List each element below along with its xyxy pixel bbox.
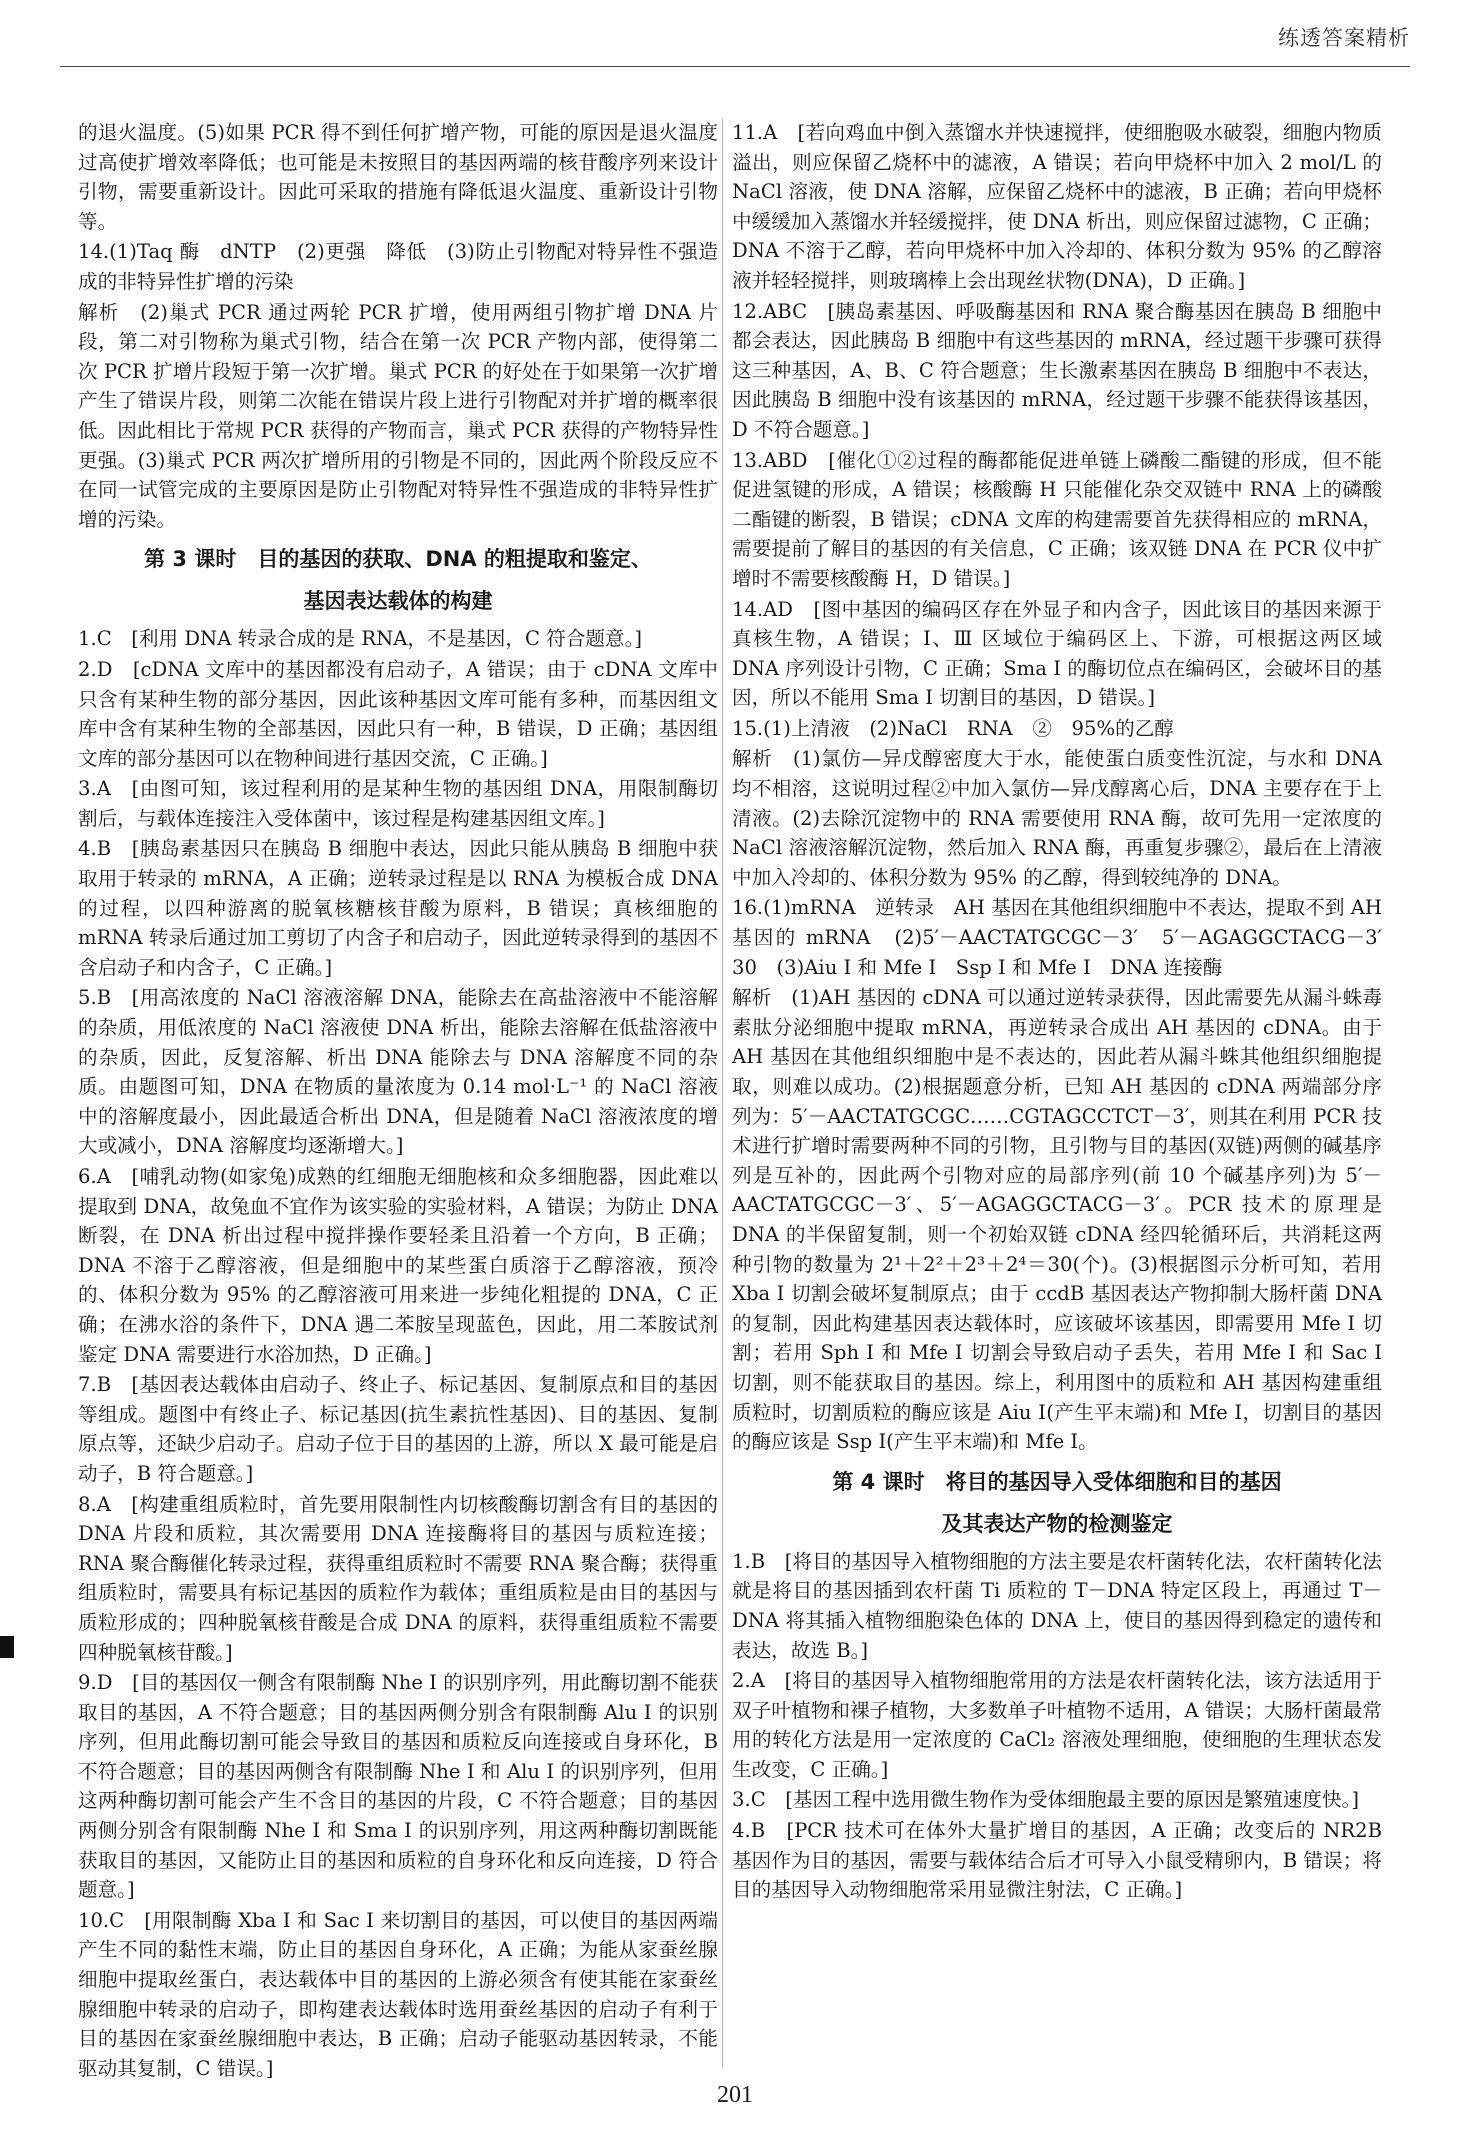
answer-paragraph: 11.A [若向鸡血中倒入蒸馏水并快速搅拌，使细胞吸水破裂，细胞内物质溢出，则应保留乙烧杯中的滤液，A 错误；若向甲烧杯中加入 2 mol/L 的 NaCl 溶液，使 DNA 溶解，应保留乙烧杯中的滤液，B 正确；若向甲烧杯中缓缓加入蒸馏水并轻缓搅拌，使 DNA 析出，则应保留过滤物，C 正确；DNA 不溶于乙醇，若向甲烧杯中加入冷却的、体积分数为 95% 的乙醇溶液并轻轻搅拌，则玻璃棒上会出现丝状物(DNA)，D 正确。] xyxy=(732,121,1382,292)
answer-paragraph: 7.B [基因表达载体由启动子、终止子、标记基因、复制原点和目的基因等组成。题图中有终止子、标记基因(抗生素抗性基因)、目的基因、复制原点等，还缺少启动子。启动子位于目的基因的上游，所以 X 最可能是启动子，B 符合题意。] xyxy=(78,1373,718,1485)
answer-paragraph: 10.C [用限制酶 Xba Ⅰ 和 Sac Ⅰ 来切割目的基因，可以使目的基因两端产生不同的黏性末端，防止目的基因自身环化，A 正确；为能从家蚕丝腺细胞中提取丝蛋白，表达载体中目的基因的上游必须含有使其能在家蚕丝腺细胞中转录的启动子，即构建表达载体时选用蚕丝基因的启动子有利于目的基因在家蚕丝腺细胞中表达，B 正确；启动子能驱动基因转录，不能驱动其复制，C 错误。] xyxy=(78,1908,718,2080)
answer-paragraph: 2.A [将目的基因导入植物细胞常用的方法是农杆菌转化法，该方法适用于双子叶植物和裸子植物，大多数单子叶植物不适用，A 错误；大肠杆菌最常用的转化方法是用一定浓度的 CaCl₂ 溶液处理细胞，使细胞的生理状态发生改变，C 正确。] xyxy=(732,1669,1382,1781)
answer-paragraph: 解析 (1)AH 基因的 cDNA 可以通过逆转录获得，因此需要先从漏斗蛛毒素肽分泌细胞中提取 mRNA，再逆转录合成出 AH 基因的 cDNA。由于 AH 基因在其他组织细胞中是不表达的，因此若从漏斗蛛其他组织细胞提取，则难以成功。(2)根据题意分析，已知 AH 基因的 cDNA 两端部分序列为：5′－AACTATGCGC……CGTAGCCTCT－3′，则其在利用 PCR 技术进行扩增时需要两种不同的引物，且引物与目的基因(双链)两侧的碱基序列是互补的，因此两个引物对应的局部序列(前 10 个碱基序列)为 5′－AACTATGCGC－3′、5′－AGAGGCTACG－3′。PCR 技术的原理是 DNA 的半保留复制，则一个初始双链 cDNA 经四轮循环后，共消耗这两种引物的数量为 2¹＋2²＋2³＋2⁴＝30(个)。(3)根据图示分析可知，若用 Xba Ⅰ 切割会破坏复制原点；由于 ccdB 基因表达产物抑制大肠杆菌 DNA 的复制，因此构建基因表达载体时，应该破坏该基因，即需要用 Mfe Ⅰ 切割；若用 Sph Ⅰ 和 Mfe Ⅰ 切割会导致启动子丢失，若用 Mfe Ⅰ 和 Sac Ⅰ 切割，则不能获取目的基因。综上，利用图中的质粒和 AH 基因构建重组质粒时，切割质粒的酶应该是 Aiu Ⅰ(产生平末端)和 Mfe Ⅰ，切割目的基因的酶应该是 Ssp Ⅰ(产生平末端)和 Mfe Ⅰ。 xyxy=(732,986,1382,1454)
answer-paragraph: 3.A [由图可知，该过程利用的是某种生物的基因组 DNA，用限制酶切割后，与载体连接注入受体菌中，该过程是构建基因组文库。] xyxy=(78,777,718,830)
answer-paragraph: 4.B [PCR 技术可在体外大量扩增目的基因，A 正确；改变后的 NR2B 基因作为目的基因，需要与载体结合后才可导入小鼠受精卵内，B 错误；将目的基因导入动物细胞常采用显微注射法，C 正确。] xyxy=(732,1819,1382,1902)
answer-paragraph: 5.B [用高浓度的 NaCl 溶液溶解 DNA，能除去在高盐溶液中不能溶解的杂质，用低浓度的 NaCl 溶液使 DNA 析出，能除去溶解在低盐溶液中的杂质，因此，反复溶解、析出 DNA 能除去与 DNA 溶解度不同的杂质。由题图可知，DNA 在物质的量浓度为 0.14 mol·L⁻¹ 的 NaCl 溶液中的溶解度最小，因此最适合析出 DNA，但是随着 NaCl 溶液浓度的增大或减小，DNA 溶解度均逐渐增大。] xyxy=(78,986,718,1158)
column-divider xyxy=(722,118,723,2068)
answer-paragraph: 9.D [目的基因仅一侧含有限制酶 Nhe Ⅰ 的识别序列，用此酶切割不能获取目的基因，A 不符合题意；目的基因两侧分别含有限制酶 Alu Ⅰ 的识别序列，但用此酶切割可能会导致目的基因和质粒反向连接或自身环化，B 不符合题意；目的基因两侧含有限制酶 Nhe Ⅰ 和 Alu Ⅰ 的识别序列，但用这两种酶切割可能会产生不含目的基因的片段，C 不符合题意；目的基因两侧分别含有限制酶 Nhe Ⅰ 和 Sma Ⅰ 的识别序列，用这两种酶切割既能获取目的基因，又能防止目的基因和质粒的自身环化和反向连接，D 符合题意。] xyxy=(78,1671,718,1902)
header-rule xyxy=(60,66,1410,67)
section-heading: 基因表达载体的构建 xyxy=(303,589,493,614)
answer-paragraph: 4.B [胰岛素基因只在胰岛 B 细胞中表达，因此只能从胰岛 B 细胞中获取用于转录的 mRNA，A 正确；逆转录过程是以 RNA 为模板合成 DNA 的过程，以四种游离的脱氧核糖核苷酸为原料，B 错误；真核细胞的 mRNA 转录后通过加工剪切了内含子和启动子，因此逆转录得到的基因不含启动子和内含子，C 正确。] xyxy=(78,837,718,979)
answer-paragraph: 的退火温度。(5)如果 PCR 得不到任何扩增产物，可能的原因是退火温度过高使扩增效率降低；也可能是未按照目的基因两端的核苷酸序列来设计引物，需要重新设计。因此可采取的措施有降低退火温度、重新设计引物等。 xyxy=(78,121,718,233)
answer-paragraph: 1.B [将目的基因导入植物细胞的方法主要是农杆菌转化法，农杆菌转化法就是将目的基因插到农杆菌 Ti 质粒的 T－DNA 特定区段上，再通过 T－DNA 将其插入植物细胞染色体的 DNA 上，使目的基因得到稳定的遗传和表达，故选 B。] xyxy=(732,1549,1382,1662)
answer-paragraph: 12.ABC [胰岛素基因、呼吸酶基因和 RNA 聚合酶基因在胰岛 B 细胞中都会表达，因此胰岛 B 细胞中有这些基因的 mRNA，经过题干步骤可获得这三种基因，A、B、C 符合题意；生长激素基因在胰岛 B 细胞中不表达，因此胰岛 B 细胞中没有该基因的 mRNA，经过题干步骤不能获得该基因，D 不符合题意。] xyxy=(732,299,1382,441)
answer-paragraph: 2.D [cDNA 文库中的基因都没有启动子，A 错误；由于 cDNA 文库中只含有某种生物的部分基因，因此该种基因文库可能有多种，而基因组文库中含有某种生物的全部基因，因此只有一种，B 错误，D 正确；基因组文库的部分基因可以在物种间进行基因交流，C 正确。] xyxy=(78,657,718,770)
answer-paragraph: 解析 (1)氯仿—异戊醇密度大于水，能使蛋白质变性沉淀，与水和 DNA 均不相溶，这说明过程②中加入氯仿—异戊醇离心后，DNA 主要存在于上清液。(2)去除沉淀物中的 RNA 需要使用 RNA 酶，故可先用一定浓度的 NaCl 溶液溶解沉淀物，然后加入 RNA 酶，再重复步骤②，最后在上清液中加入冷却的、体积分数为 95% 的乙醇，得到较纯净的 DNA。 xyxy=(732,747,1382,889)
answer-paragraph: 6.A [哺乳动物(如家兔)成熟的红细胞无细胞核和众多细胞器，因此难以提取到 DNA，故兔血不宜作为该实验的实验材料，A 错误；为防止 DNA 断裂，在 DNA 析出过程中搅拌操作要轻柔且沿着一个方向，B 正确；DNA 不溶于乙醇溶液，但是细胞中的某些蛋白质溶于乙醇溶液，预冷的、体积分数为 95% 的乙醇溶液可用来进一步纯化粗提的 DNA，C 正确；在沸水浴的条件下，DNA 遇二苯胺呈现蓝色，因此，用二苯胺试剂鉴定 DNA 需要进行水浴加热，D 正确。] xyxy=(78,1165,718,1366)
answer-paragraph: 3.C [基因工程中选用微生物作为受体细胞最主要的原因是繁殖速度快。] xyxy=(732,1788,1359,1812)
answer-paragraph: 16.(1)mRNA 逆转录 AH 基因在其他组织细胞中不表达，提取不到 AH 基因的 mRNA (2)5′－AACTATGCGC－3′ 5′－AGAGGCTACG－3′ 30 (3)Aiu Ⅰ 和 Mfe Ⅰ Ssp Ⅰ 和 Mfe Ⅰ DNA 连接酶 xyxy=(732,896,1402,979)
left-column xyxy=(78,118,718,2084)
answer-paragraph: 1.C [利用 DNA 转录合成的是 RNA，不是基因，C 符合题意。] xyxy=(78,627,643,651)
answer-paragraph: 14.(1)Taq 酶 dNTP (2)更强 降低 (3)防止引物配对特异性不强造成的非特异性扩增的污染 xyxy=(78,240,718,293)
section-heading: 第 4 课时 将目的基因导入受体细胞和目的基因 xyxy=(832,1469,1282,1494)
answer-paragraph: 解析 (2)巢式 PCR 通过两轮 PCR 扩增，使用两组引物扩增 DNA 片段，第二对引物称为巢式引物，结合在第一次 PCR 产物内部，使得第二次 PCR 扩增片段短于第一次扩增。巢式 PCR 的好处在于如果第一次扩增产生了错误片段，则第二次能在错误片段上进行引物配对并扩增的概率很低。因此相比于常规 PCR 获得的产物而言，巢式 PCR 获得的产物特异性更强。(3)巢式 PCR 两次扩增所用的引物是不同的，因此两个阶段反应不在同一试管完成的主要原因是防止引物配对特异性不强造成的非特异性扩增的污染。 xyxy=(78,300,718,531)
answer-paragraph: 13.ABD [催化①②过程的酶都能促进单链上磷酸二酯键的形成，但不能促进氢键的形成，A 错误；核酸酶 H 只能催化杂交双链中 RNA 上的磷酸二酯键的断裂，B 错误；cDNA 文库的构建需要首先获得相应的 mRNA，需要提前了解目的基因的有关信息，C 正确；该双链 DNA 在 PCR 仪中扩增时不需要核酸酶 H，D 错误。] xyxy=(732,448,1382,590)
right-column xyxy=(732,118,1402,1906)
page-number: 201 xyxy=(717,2082,753,2108)
answer-paragraph: 14.AD [图中基因的编码区存在外显子和内含子，因此该目的基因来源于真核生物，A 错误；Ⅰ、Ⅲ 区域位于编码区上、下游，可根据这两区域 DNA 序列设计引物，C 正确；Sma Ⅰ 的酶切位点在编码区，会破坏目的基因，所以不能用 Sma Ⅰ 切割目的基因，D 错误。] xyxy=(732,597,1382,710)
answer-paragraph: 15.(1)上清液 (2)NaCl RNA ② 95%的乙醇 xyxy=(732,716,1174,740)
section-heading: 第 3 课时 目的基因的获取、DNA 的粗提取和鉴定、 xyxy=(144,547,652,572)
edge-mark xyxy=(0,1636,14,1658)
section-heading: 及其表达产物的检测鉴定 xyxy=(941,1511,1173,1536)
answer-paragraph: 8.A [构建重组质粒时，首先要用限制性内切核酸酶切割含有目的基因的 DNA 片段和质粒，其次需要用 DNA 连接酶将目的基因与质粒连接；RNA 聚合酶催化转录过程，获得重组质粒时不需要 RNA 聚合酶；获得重组质粒时，需要具有标记基因的质粒作为载体；重组质粒是由目的基因与质粒形成的；四种脱氧核苷酸是合成 DNA 的原料，获得重组质粒不需要四种脱氧核苷酸。] xyxy=(78,1492,718,1664)
running-header: 练透答案精析 xyxy=(1278,26,1410,50)
